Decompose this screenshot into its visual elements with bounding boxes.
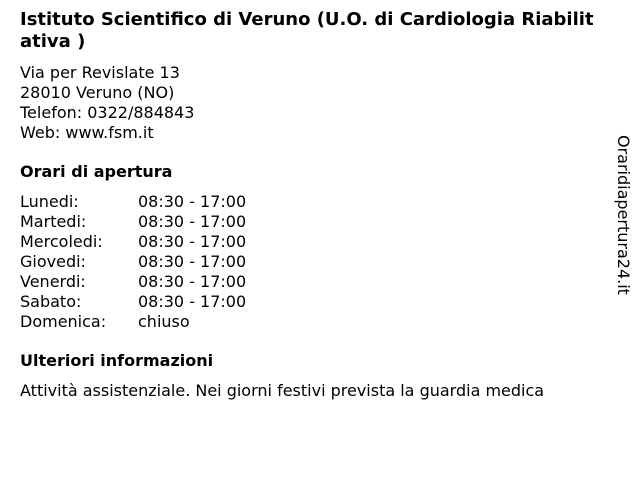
contact-info [20, 63, 595, 143]
hours-value: 08:30 - 17:00 [138, 192, 247, 211]
watermark-text: Oraridiapertura24.it [614, 135, 633, 295]
address-city: 28010 Veruno (NO) [20, 83, 175, 102]
hours-row-tuesday [20, 212, 595, 232]
opening-hours-table [20, 192, 595, 332]
hours-value: 08:30 - 17:00 [138, 292, 247, 311]
business-card [20, 9, 595, 401]
day-label: Venerdi: [20, 272, 86, 291]
more-info-text: Attività assistenziale. Nei giorni festivi prevista la guardia medica [20, 381, 545, 400]
website-link[interactable]: Web: www.fsm.it [20, 123, 154, 142]
phone-number: Telefon: 0322/884843 [20, 103, 195, 122]
day-label: Sabato: [20, 292, 82, 311]
hours-value: 08:30 - 17:00 [138, 272, 247, 291]
page-title: Istituto Scientifico di Veruno (U.O. di Cardiologia Riabilitativa ) [20, 9, 594, 52]
hours-value: chiuso [138, 312, 190, 331]
more-info-heading: Ulteriori informazioni [20, 351, 214, 370]
day-label: Lunedi: [20, 192, 79, 211]
day-label: Giovedi: [20, 252, 86, 271]
address-street: Via per Revislate 13 [20, 63, 180, 82]
hours-value: 08:30 - 17:00 [138, 252, 247, 271]
hours-row-monday [20, 192, 595, 212]
hours-row-wednesday [20, 232, 595, 252]
hours-row-sunday [20, 312, 595, 332]
day-label: Domenica: [20, 312, 107, 331]
day-label: Martedi: [20, 212, 87, 231]
opening-hours-heading: Orari di apertura [20, 162, 173, 181]
watermark [610, 135, 636, 311]
day-label: Mercoledi: [20, 232, 103, 251]
hours-value: 08:30 - 17:00 [138, 232, 247, 251]
hours-row-thursday [20, 252, 595, 272]
hours-row-friday [20, 272, 595, 292]
hours-value: 08:30 - 17:00 [138, 212, 247, 231]
hours-row-saturday [20, 292, 595, 312]
